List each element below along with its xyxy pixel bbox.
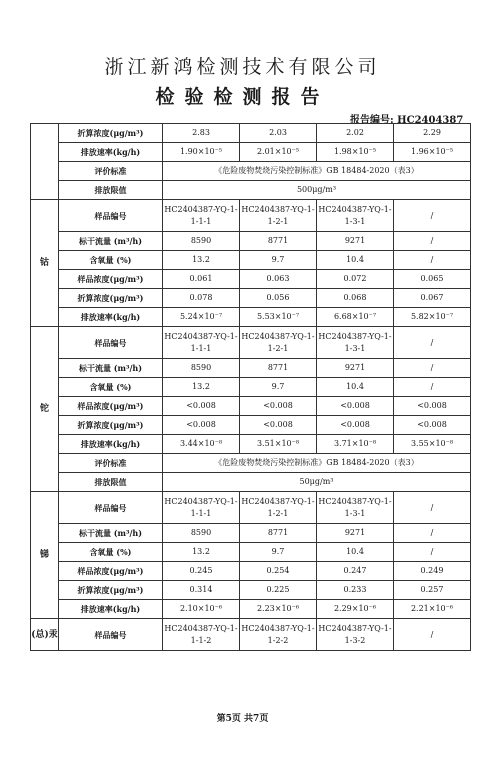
value-cell: HC2404387-YQ-1-1-2-2 [240,619,317,651]
value-cell: 8590 [163,524,240,543]
group-name: 锑 [31,492,59,619]
value-cell: 3.44×10⁻⁸ [163,435,240,454]
value-cell: / [394,327,471,359]
value-cell: 9271 [317,524,394,543]
value-cell: 2.29 [394,124,471,143]
value-cell: <0.008 [317,416,394,435]
value-cell: 2.03 [240,124,317,143]
company-name: 浙江新鸿检测技术有限公司 [104,56,381,78]
value-cell: 0.249 [394,562,471,581]
value-cell: 5.82×10⁻⁷ [394,308,471,327]
value-cell: 10.4 [317,251,394,270]
value-cell: 2.02 [317,124,394,143]
table-row [31,359,471,378]
value-cell: 3.51×10⁻⁸ [240,435,317,454]
value-cell: <0.008 [163,397,240,416]
value-cell: HC2404387-YQ-1-1-1-2 [163,619,240,651]
table-row [31,232,471,251]
value-cell: HC2404387-YQ-1-1-3-1 [317,492,394,524]
value-cell: <0.008 [240,397,317,416]
value-cell: 3.71×10⁻⁸ [317,435,394,454]
value-cell: HC2404387-YQ-1-1-2-1 [240,492,317,524]
value-cell: 13.2 [163,251,240,270]
value-cell: 9.7 [240,543,317,562]
standard-label: 评价标准 [59,162,163,181]
row-label: 排放速率(kg/h) [59,308,163,327]
value-cell: HC2404387-YQ-1-1-2-1 [240,200,317,232]
value-cell: / [394,619,471,651]
value-cell: HC2404387-YQ-1-1-1-1 [163,200,240,232]
table-row [31,124,471,143]
row-label: 样品浓度(μg/m³) [59,397,163,416]
table-row [31,416,471,435]
value-cell: 1.96×10⁻⁵ [394,143,471,162]
value-cell: / [394,359,471,378]
table-row [31,270,471,289]
value-cell: 0.257 [394,581,471,600]
row-label: 样品编号 [59,619,163,651]
table-row [31,200,471,232]
value-cell: 13.2 [163,543,240,562]
value-cell: <0.008 [394,397,471,416]
value-cell: 0.245 [163,562,240,581]
row-label: 含氧量 (%) [59,543,163,562]
group-name: 钴 [31,200,59,327]
value-cell: HC2404387-YQ-1-1-1-1 [163,492,240,524]
value-cell: 2.23×10⁻⁶ [240,600,317,619]
value-cell: / [394,200,471,232]
value-cell: 9.7 [240,251,317,270]
value-cell: 8771 [240,359,317,378]
limit-row [31,473,471,492]
limit-row [31,181,471,200]
value-cell: 1.98×10⁻⁵ [317,143,394,162]
value-cell: 10.4 [317,378,394,397]
value-cell: <0.008 [394,416,471,435]
value-cell: 0.254 [240,562,317,581]
report-title: 检验检测报告 [155,86,330,108]
value-cell: / [394,524,471,543]
value-cell: 8771 [240,232,317,251]
table-row [31,435,471,454]
value-cell: / [394,232,471,251]
row-label: 折算浓度(μg/m³) [59,124,163,143]
value-cell: <0.008 [240,416,317,435]
value-cell: <0.008 [163,416,240,435]
row-label: 排放速率(kg/h) [59,143,163,162]
table-row [31,524,471,543]
value-cell: 0.061 [163,270,240,289]
value-cell: 9271 [317,232,394,251]
table-row [31,581,471,600]
value-cell: 0.314 [163,581,240,600]
value-cell: 2.10×10⁻⁶ [163,600,240,619]
value-cell: 2.01×10⁻⁵ [240,143,317,162]
value-cell: HC2404387-YQ-1-1-3-1 [317,200,394,232]
value-cell: 5.24×10⁻⁷ [163,308,240,327]
value-cell: / [394,251,471,270]
value-cell: 6.68×10⁻⁷ [317,308,394,327]
value-cell: 13.2 [163,378,240,397]
value-cell: 0.247 [317,562,394,581]
results-table [30,123,471,651]
row-label: 样品浓度(μg/m³) [59,562,163,581]
row-label: 含氧量 (%) [59,378,163,397]
value-cell: <0.008 [317,397,394,416]
table-row [31,308,471,327]
value-cell: HC2404387-YQ-1-1-3-2 [317,619,394,651]
limit-label: 排放限值 [59,473,163,492]
limit-label: 排放限值 [59,181,163,200]
value-cell: HC2404387-YQ-1-1-3-1 [317,327,394,359]
value-cell: / [394,492,471,524]
report-number: 报告编号: HC2404387 [350,115,464,126]
row-label: 折算浓度(μg/m³) [59,289,163,308]
table-row [31,289,471,308]
value-cell: 0.233 [317,581,394,600]
row-label: 排放速率(kg/h) [59,600,163,619]
value-cell: 0.067 [394,289,471,308]
row-label: 样品编号 [59,327,163,359]
value-cell: 3.55×10⁻⁸ [394,435,471,454]
table-row [31,562,471,581]
row-label: 折算浓度(μg/m³) [59,581,163,600]
value-cell: / [394,378,471,397]
value-cell: 1.90×10⁻⁵ [163,143,240,162]
standard-row [31,454,471,473]
value-cell: 0.072 [317,270,394,289]
row-label: 含氧量 (%) [59,251,163,270]
value-cell: 0.056 [240,289,317,308]
value-cell: 9271 [317,359,394,378]
standard-label: 评价标准 [59,454,163,473]
row-label: 排放速率(kg/h) [59,435,163,454]
page-footer: 第5页 共7页 [216,714,269,724]
table-row [31,543,471,562]
row-label: 折算浓度(μg/m³) [59,416,163,435]
standard-value: 《危险废物焚烧污染控制标准》GB 18484-2020（表3） [163,454,471,473]
table-row [31,492,471,524]
value-cell: 9.7 [240,378,317,397]
value-cell: 0.078 [163,289,240,308]
standard-row [31,162,471,181]
row-label: 标干流量 (m³/h) [59,524,163,543]
value-cell: HC2404387-YQ-1-1-2-1 [240,327,317,359]
row-label: 样品浓度(μg/m³) [59,270,163,289]
value-cell: 0.065 [394,270,471,289]
table-row [31,600,471,619]
value-cell: 8590 [163,232,240,251]
standard-value: 《危险废物焚烧污染控制标准》GB 18484-2020（表3） [163,162,471,181]
value-cell: 5.53×10⁻⁷ [240,308,317,327]
limit-value: 500μg/m³ [163,181,471,200]
value-cell: 8590 [163,359,240,378]
value-cell: 0.068 [317,289,394,308]
group-name-continued [31,124,59,200]
value-cell: HC2404387-YQ-1-1-1-1 [163,327,240,359]
row-label: 样品编号 [59,200,163,232]
table-row [31,397,471,416]
value-cell: 0.063 [240,270,317,289]
value-cell: 2.21×10⁻⁶ [394,600,471,619]
group-name: (总)汞 [31,619,59,651]
table-row [31,143,471,162]
value-cell: 8771 [240,524,317,543]
table-row [31,251,471,270]
table-row [31,327,471,359]
row-label: 样品编号 [59,492,163,524]
value-cell: 2.83 [163,124,240,143]
group-name: 铊 [31,327,59,492]
value-cell: 10.4 [317,543,394,562]
value-cell: 2.29×10⁻⁶ [317,600,394,619]
row-label: 标干流量 (m³/h) [59,232,163,251]
value-cell: 0.225 [240,581,317,600]
value-cell: / [394,543,471,562]
table-row [31,378,471,397]
limit-value: 50μg/m³ [163,473,471,492]
row-label: 标干流量 (m³/h) [59,359,163,378]
table-row [31,619,471,651]
